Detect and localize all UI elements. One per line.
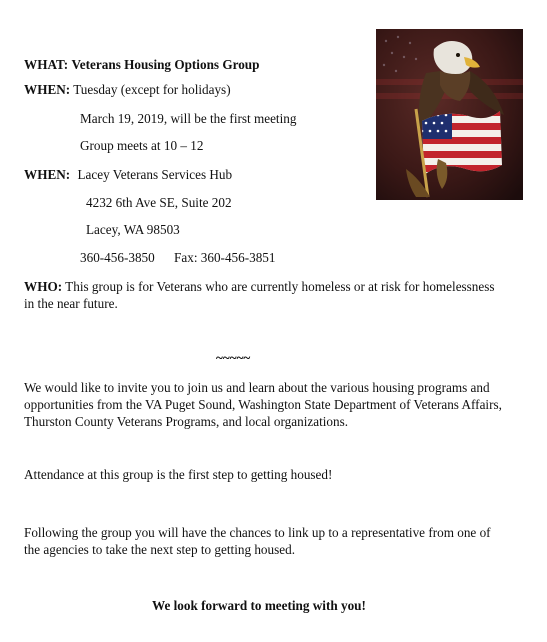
first-meeting: March 19, 2019, will be the first meeting <box>80 111 297 126</box>
location-line <box>24 167 232 183</box>
who-paragraph <box>24 278 504 312</box>
meeting-time: Group meets at 10 – 12 <box>80 138 204 153</box>
attendance-paragraph: Attendance at this group is the first step to getting housed! <box>24 467 333 482</box>
contact-line <box>80 250 276 266</box>
fax-number: Fax: 360-456-3851 <box>174 250 276 265</box>
when-line <box>24 82 231 98</box>
who-label: WHO: <box>24 279 63 294</box>
location-label: WHEN: <box>24 167 71 182</box>
following-paragraph: Following the group you will have the chances to link up to a representative from one of the agencies to take the next step to getting housed. <box>24 525 491 557</box>
what-label: WHAT: <box>24 57 69 72</box>
closing-line: We look forward to meeting with you! <box>152 598 366 613</box>
what-line <box>24 57 259 73</box>
phone-number: 360-456-3850 <box>80 250 155 265</box>
what-value: Veterans Housing Options Group <box>71 57 260 72</box>
location-city: Lacey, WA 98503 <box>86 222 180 237</box>
who-text: This group is for Veterans who are currently homeless or at risk for homelessness in the near future. <box>24 279 495 311</box>
invite-paragraph: We would like to invite you to join us and learn about the various housing programs and opportunities from the VA Puget Sound, Washington State Department of Veterans Affairs, Thurston County Veterans Programs, and local organizations. <box>24 380 502 429</box>
location-street: 4232 6th Ave SE, Suite 202 <box>86 195 232 210</box>
eagle-american-flag-image <box>376 29 523 200</box>
when-label: WHEN: <box>24 82 71 97</box>
location-name: Lacey Veterans Services Hub <box>77 167 233 182</box>
when-day: Tuesday (except for holidays) <box>73 82 231 97</box>
tilde-divider: ~~~~~ <box>216 350 251 365</box>
